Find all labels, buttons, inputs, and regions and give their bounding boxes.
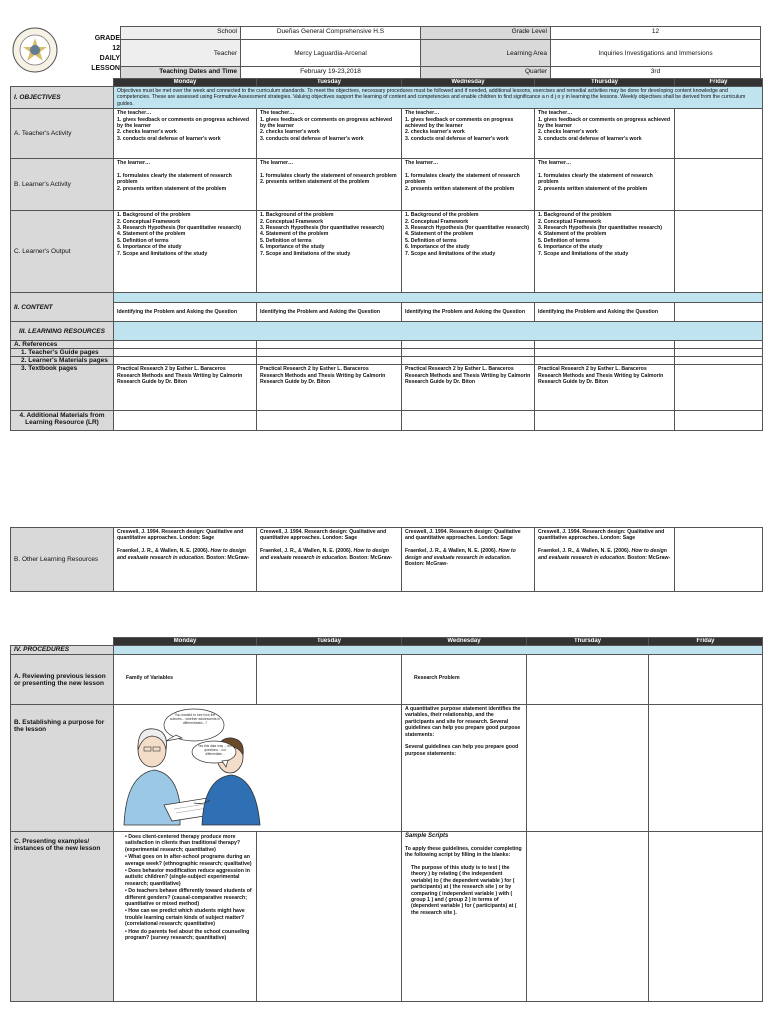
- other-resources-table: [10, 527, 763, 592]
- list-item: • How can we predict which students might have trouble learning certain kinds of subject matter? (correlational research; quantitative): [125, 908, 245, 928]
- grade-block: [80, 34, 120, 70]
- ref-fraenkel-pub: Boston: McGraw-: [204, 554, 250, 561]
- day-wednesday: Wednesday: [402, 79, 535, 87]
- grade-level-value: 12: [551, 27, 761, 40]
- school-value: Dueñas General Comprehensive H.S: [241, 27, 421, 40]
- school-label: School: [121, 27, 241, 40]
- procedures-label: IV. PROCEDURES: [11, 646, 114, 655]
- other-resources-mon: [114, 528, 257, 592]
- other-resources-wed: [402, 528, 535, 592]
- presenting-examples-mon: [114, 832, 257, 1002]
- day-tuesday: Tuesday: [257, 638, 402, 646]
- teacher-activity-label: A. Teacher's Activity: [11, 109, 114, 159]
- question-1: Does client-centered therapy produce more satisfaction in clients than traditional therapy? (experimental research; quantitative): [125, 834, 241, 853]
- purpose-wed-text-2: Several guidelines can help you prepare good purpose statements:: [405, 744, 519, 757]
- content-thu: Identifying the Problem and Asking the Question: [535, 303, 675, 322]
- ref-creswell: Creswell, J. 1994. Research design: Qualitative and quantitative approaches. London: Sage: [538, 529, 665, 542]
- teacher-student-illustration: [114, 705, 264, 830]
- learning-area-label: Learning Area: [421, 40, 551, 67]
- textbook-wed: Practical Research 2 by Esther L. Baraceros Research Methods and Thesis Writing by Calmorin Research Guide by Dr. Biton: [402, 365, 535, 411]
- ref-creswell: Creswell, J. 1994. Research design: Qualitative and quantitative approaches. London: Sage: [260, 529, 387, 542]
- list-item: • How do parents feel about the school counseling program? (survey research; quantitative): [125, 928, 250, 942]
- learning-resources-label: III. LEARNING RESOURCES: [11, 322, 114, 341]
- review-lesson-label: A. Reviewing previous lesson or presenting the new lesson: [11, 655, 114, 705]
- ref-creswell: Creswell, J. 1994. Research design: Qualitative and quantitative approaches. London: Sage: [405, 529, 521, 542]
- review-lesson-mon: Family of Variables: [114, 655, 257, 705]
- list-item: • What goes on in after-school programs during an average week? (ethnographic research; qualitative): [125, 854, 252, 867]
- ref-fraenkel-authors: Fraenkel, J. R., & Wallen, N. E. (2006).: [117, 548, 211, 555]
- other-resources-tue: [257, 528, 402, 592]
- speech-bubble-2: Yes this data may ... the questions... not differentiate...: [198, 744, 232, 756]
- dates-value: February 19-23,2018: [241, 67, 421, 80]
- ref-fraenkel-title: How to design and evaluate research in education.: [405, 548, 516, 561]
- learner-activity-wed: The learner… 1. formulates clearly the statement of research problem 2. presents written statement of the problem: [402, 159, 535, 211]
- ref-fraenkel-title: How to design and evaluate research in education.: [260, 548, 389, 561]
- presenting-examples-label: C. Presenting examples/ instances of the new lesson: [11, 832, 114, 1002]
- ref-fraenkel-title: How to design and evaluate research in education.: [538, 548, 667, 561]
- learner-output-thu: 1. Background of the problem 2. Conceptual Framework 3. Research Hypothesis (for quantitative research) 4. Statement of the problem 5. Definition of terms 6. Importance of the study 7. Scope and limitations of the study: [535, 211, 675, 293]
- grade-label: GRADE: [94, 35, 120, 42]
- question-6: How do parents feel about the school counseling program? (survey research; quantitative): [125, 928, 250, 942]
- additional-materials-label: 4. Additional Materials from Learning Resource (LR): [11, 411, 114, 431]
- day-friday: Friday: [675, 79, 763, 87]
- ref-fraenkel-pub: Boston: McGraw-: [625, 554, 671, 561]
- lesson-label: LESSON: [91, 65, 120, 70]
- sample-script: The purpose of this study is to test ( the theory ) by relating ( the independent variable) to ( the dependent variable ) for ( participants) at ( the research site ) or by comparing ( independent variable ) with ( group 1 ) and ( group 2 ) in terms of (dependent variable ) for ( participants) at ( the research site ).: [411, 865, 517, 916]
- learner-activity-label: B. Learner's Activity: [11, 159, 114, 211]
- teacher-activity-thu: The teacher… 1. gives feedback or comments on progress achieved by the learner 2. checks learner's work 3. conducts oral defense of learner's work: [535, 109, 675, 159]
- ref-fraenkel: [405, 548, 531, 567]
- ref-fraenkel-authors: Fraenkel, J. R., & Wallen, N. E. (2006).: [260, 548, 354, 555]
- ref-fraenkel-pub: Boston: McGraw-: [405, 561, 448, 568]
- content-label: II. CONTENT: [11, 293, 114, 322]
- textbook-tue: Practical Research 2 by Esther L. Baraceros Research Methods and Thesis Writing by Calmorin Research Guide by Dr. Biton: [257, 365, 402, 411]
- list-item: • Does client-centered therapy produce more satisfaction in clients than traditional therapy? (experimental research; quantitative): [125, 834, 241, 853]
- learner-output-mon: 1. Background of the problem 2. Conceptual Framework 3. Research Hypothesis (for quantitative research) 4. Statement of the problem 5. Definition of terms 6. Importance of the study 7. Scope and limitations of the study: [114, 211, 257, 293]
- list-item: • Do teachers behave differently toward students of different genders? (causal-comparative research; quantitative or mixed method): [125, 888, 252, 908]
- other-resources-thu: [535, 528, 675, 592]
- learner-activity-tue: The learner… 1. formulates clearly the statement of research problem 2. presents written statement of the problem: [257, 159, 402, 211]
- purpose-wed: [402, 705, 527, 832]
- procedures-table: [10, 637, 763, 1002]
- teacher-label: Teacher: [121, 40, 241, 67]
- ref-fraenkel-authors: Fraenkel, J. R., & Wallen, N. E. (2006).: [405, 548, 499, 555]
- ref-fraenkel-title: How to design and evaluate research in education.: [117, 548, 246, 561]
- day-friday: Friday: [649, 638, 763, 646]
- day-monday: Monday: [114, 79, 257, 87]
- learner-output-tue: 1. Background of the problem 2. Conceptual Framework 3. Research Hypothesis (for quantitative research) 4. Statement of the problem 5. Definition of terms 6. Importance of the study 7. Scope and limitations of the study: [257, 211, 402, 293]
- ref-fraenkel: [260, 548, 398, 561]
- textbook-pages-label: 3. Textbook pages: [11, 365, 114, 411]
- content-tue: Identifying the Problem and Asking the Question: [257, 303, 402, 322]
- textbook-thu: Practical Research 2 by Esther L. Baraceros Research Methods and Thesis Writing by Calmorin Research Guide by Dr. Biton: [535, 365, 675, 411]
- content-wed: Identifying the Problem and Asking the Question: [402, 303, 535, 322]
- quarter-label: Quarter: [421, 67, 551, 80]
- textbook-mon: Practical Research 2 by Esther L. Baraceros Research Methods and Thesis Writing by Calmorin Research Guide by Dr. Biton: [114, 365, 257, 411]
- speech-bubble-1: You wanted to see how the cultures... whether adolescents in differentiated...?: [169, 713, 221, 725]
- question-5: How can we predict which students might have trouble learning certain kinds of subject matter? (correlational research; quantitative): [125, 908, 245, 928]
- references-label: A. References: [11, 341, 114, 349]
- content-mon: Identifying the Problem and Asking the Question: [114, 303, 257, 322]
- ref-creswell: Creswell, J. 1994. Research design: Qualitative and quantitative approaches. London: Sage: [117, 529, 244, 542]
- day-thursday: Thursday: [527, 638, 649, 646]
- teacher-value: Mercy Laguardia-Arcenal: [241, 40, 421, 67]
- ref-fraenkel-pub: Boston: McGraw-: [347, 554, 393, 561]
- other-resources-label: B. Other Learning Resources: [11, 528, 114, 592]
- day-thursday: Thursday: [535, 79, 675, 87]
- question-3: Does behavior modification reduce aggression in autistic children? (single-subject experimental research; quantitative): [125, 868, 250, 887]
- purpose-illustration-cell: [114, 705, 402, 832]
- teacher-activity-mon: The teacher… 1. gives feedback or comments on progress achieved by the learner 2. checks learner's work 3. conducts oral defense of learner's work: [114, 109, 257, 159]
- day-wednesday: Wednesday: [402, 638, 527, 646]
- question-2: What goes on in after-school programs during an average week? (ethnographic research; qualitative): [125, 854, 252, 867]
- research-question-list: [117, 834, 253, 942]
- deped-seal: [12, 27, 58, 73]
- learner-activity-thu: The learner… 1. formulates clearly the statement of research problem 2. presents written statement of the problem: [535, 159, 675, 211]
- learner-output-label: C. Learner's Output: [11, 211, 114, 293]
- ref-fraenkel: [538, 548, 671, 561]
- purpose-wed-text-1: A quantitative purpose statement identifies the variables, their relationship, and the participants and site for research. Several guidelines can help you prepare good purpose statements:: [405, 706, 521, 738]
- ref-fraenkel-authors: Fraenkel, J. R., & Wallen, N. E. (2006).: [538, 548, 632, 555]
- teacher-activity-tue: The teacher… 1. gives feedback or comments on progress achieved by the learner 2. checks learner's work 3. conducts oral defense of learner's work: [257, 109, 402, 159]
- objectives-table: [10, 78, 763, 431]
- ref-fraenkel: [117, 548, 253, 561]
- learner-activity-mon: The learner… 1. formulates clearly the statement of research problem 2. presents written statement of the problem: [114, 159, 257, 211]
- lm-pages-label: 2. Learner's Materials pages: [11, 357, 114, 365]
- learner-output-wed: 1. Background of the problem 2. Conceptual Framework 3. Research Hypothesis (for quantitative research) 4. Statement of the problem 5. Definition of terms 6. Importance of the study 7. Scope and limitations of the study: [402, 211, 535, 293]
- learning-area-value: Inquiries Investigations and Immersions: [551, 40, 761, 67]
- purpose-label: B. Establishing a purpose for the lesson: [11, 705, 114, 832]
- objectives-label: I. OBJECTIVES: [11, 87, 114, 109]
- sample-scripts-intro: To apply these guidelines, consider completing the following script by filling in the blanks:: [405, 845, 522, 859]
- grade-number: 12: [112, 45, 120, 52]
- objectives-intro: Objectives must be met over the week and connected to the curriculum standards. To meet the objectives, necessary procedures must be followed and if needed, additional lessons, exercises and remedial activities may be done for developing content knowledge and competencies. These are assessed using Formative Assessment strategies. Valuing objectives support the learning of content and competencies and enable children to find significance a n d j o y in learning the lessons. Weekly objectives shall be derived from the curriculum guides.: [114, 87, 763, 109]
- presenting-examples-wed: [402, 832, 527, 1002]
- list-item: • Does behavior modification reduce aggression in autistic children? (single-subject experimental research; quantitative): [125, 868, 250, 887]
- question-4: Do teachers behave differently toward students of different genders? (causal-comparative research; quantitative or mixed method): [125, 888, 252, 908]
- header-table: [120, 26, 761, 80]
- day-monday: Monday: [114, 638, 257, 646]
- day-tuesday: Tuesday: [257, 79, 402, 87]
- quarter-value: 3rd: [551, 67, 761, 80]
- tg-pages-label: 1. Teacher's Guide pages: [11, 349, 114, 357]
- dates-label: Teaching Dates and Time: [121, 67, 241, 80]
- grade-level-label: Grade Level: [421, 27, 551, 40]
- teacher-activity-wed: The teacher… 1. gives feedback or comments on progress achieved by the learner 2. checks learner's work 3. conducts oral defense of learner's work: [402, 109, 535, 159]
- daily-label: DAILY: [99, 55, 120, 62]
- review-lesson-wed: Research Problem: [402, 655, 527, 705]
- sample-scripts-title: Sample Scripts: [405, 833, 449, 839]
